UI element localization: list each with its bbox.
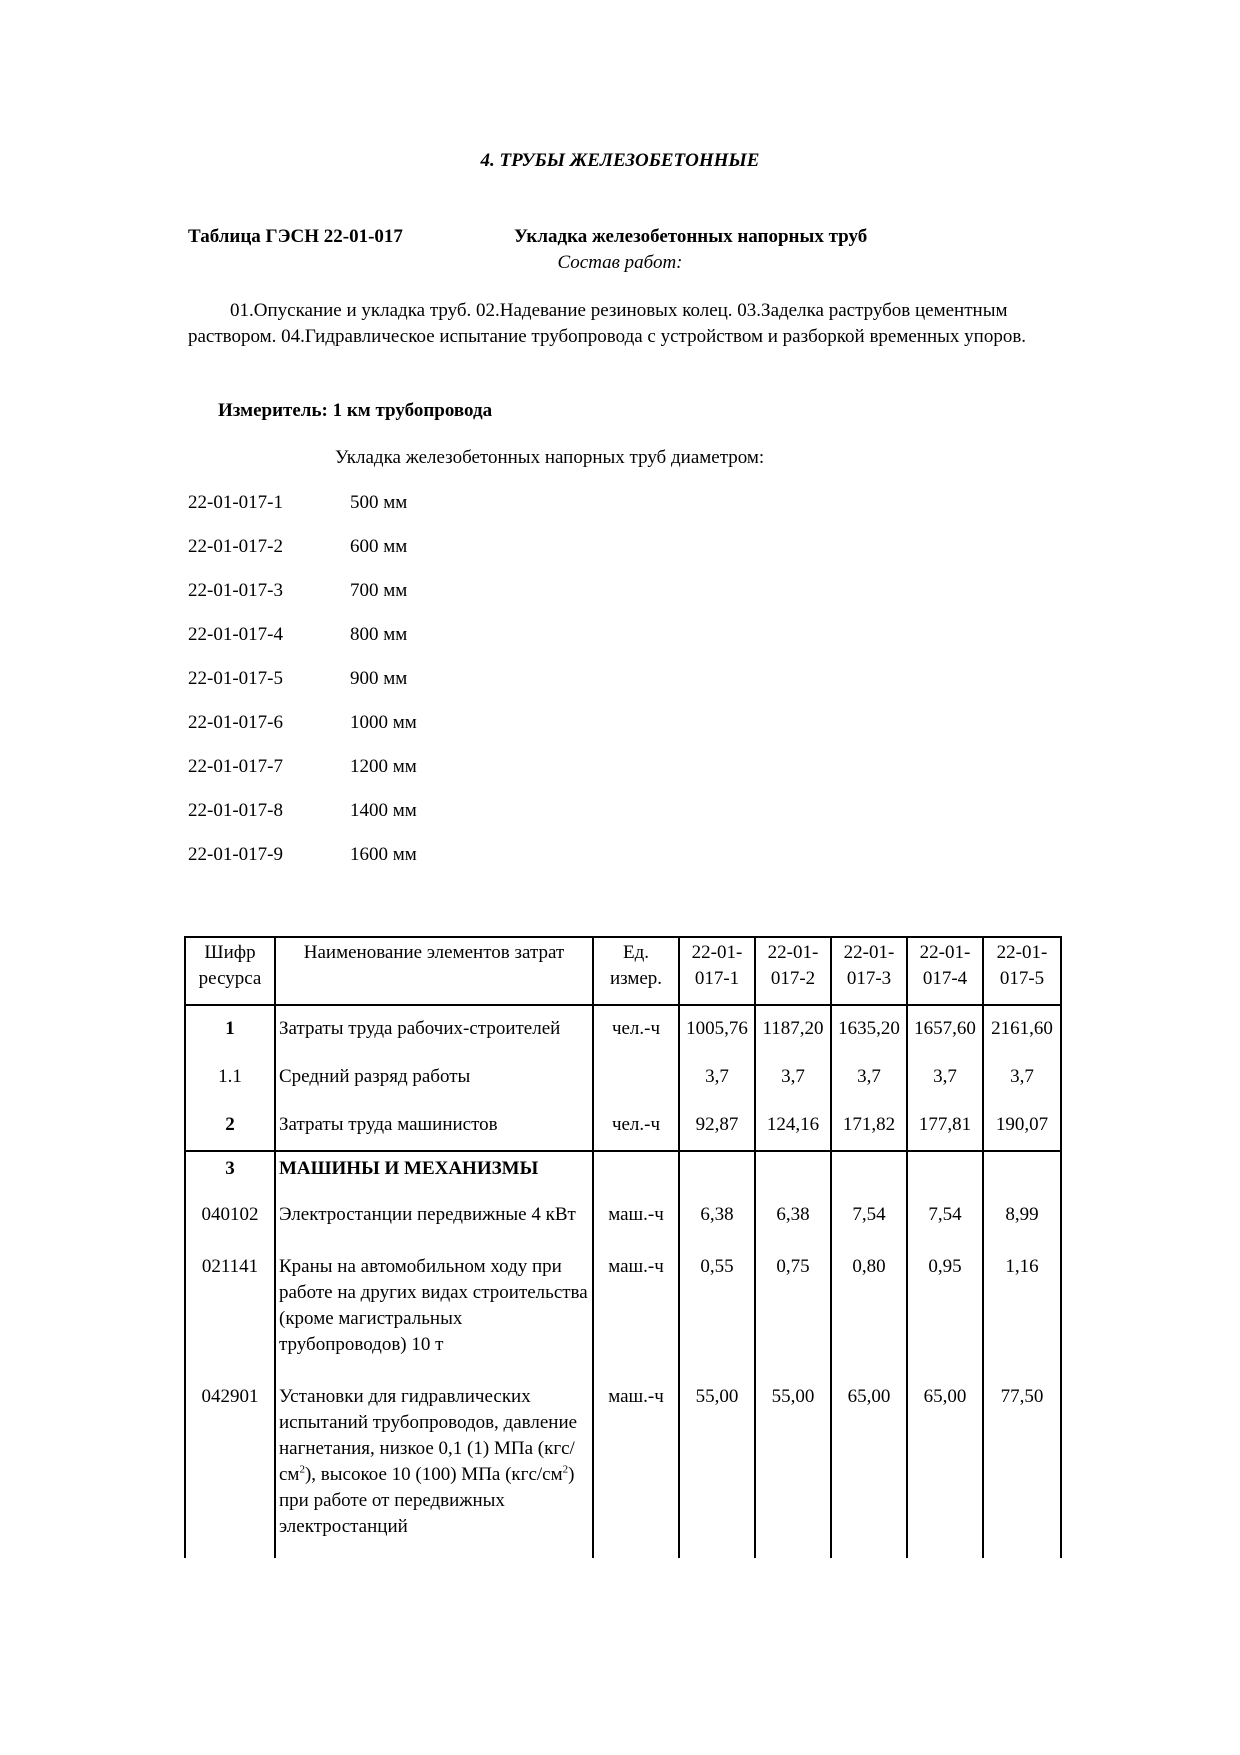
- row-value: [907, 1151, 983, 1194]
- code-number: 22-01-017-1: [188, 492, 283, 513]
- row-name: Электростанции передвижные 4 кВт: [275, 1194, 593, 1246]
- row-code: 3: [185, 1151, 275, 1194]
- code-diameter: 500 мм: [350, 492, 408, 513]
- code-diameter: 1000 мм: [350, 712, 417, 733]
- row-value: 7,54: [907, 1194, 983, 1246]
- row-code: 1: [185, 1005, 275, 1054]
- code-list-item: [188, 844, 417, 888]
- row-value: 3,7: [831, 1054, 907, 1102]
- row-value: 0,55: [679, 1246, 755, 1376]
- row-unit: чел.-ч: [593, 1102, 679, 1151]
- code-diameter: 900 мм: [350, 668, 408, 689]
- row-value: 190,07: [983, 1102, 1061, 1151]
- row-unit: чел.-ч: [593, 1005, 679, 1054]
- row-value: 3,7: [755, 1054, 831, 1102]
- row-name: Краны на автомобильном ходу при работе на других видах строительства (кроме магистральных трубопроводов) 10 т: [275, 1246, 593, 1376]
- row-unit: маш.-ч: [593, 1246, 679, 1376]
- row-value: [679, 1151, 755, 1194]
- row-value: 3,7: [907, 1054, 983, 1102]
- column-header: 22-01-017-3: [831, 937, 907, 1005]
- row-value: 6,38: [679, 1194, 755, 1246]
- section-title: 4. ТРУБЫ ЖЕЛЕЗОБЕТОННЫЕ: [480, 150, 760, 171]
- row-name: Затраты труда машинистов: [275, 1102, 593, 1151]
- row-value: 3,7: [679, 1054, 755, 1102]
- code-list-item: [188, 492, 417, 536]
- table-row: [185, 1246, 1061, 1376]
- row-value: 1005,76: [679, 1005, 755, 1054]
- row-code: 1.1: [185, 1054, 275, 1102]
- row-value: 0,80: [831, 1246, 907, 1376]
- code-list-item: [188, 536, 417, 580]
- row-value: [755, 1151, 831, 1194]
- row-value: 1635,20: [831, 1005, 907, 1054]
- row-value: 1,16: [983, 1246, 1061, 1376]
- table-group-row: [185, 1151, 1061, 1194]
- row-value: 55,00: [755, 1376, 831, 1558]
- row-value: 6,38: [755, 1194, 831, 1246]
- code-number: 22-01-017-9: [188, 844, 283, 865]
- row-name: Затраты труда рабочих-строителей: [275, 1005, 593, 1054]
- code-diameter: 1400 мм: [350, 800, 417, 821]
- row-code: 042901: [185, 1376, 275, 1558]
- row-code: 040102: [185, 1194, 275, 1246]
- superscript: 2: [299, 1463, 305, 1476]
- row-name-part: ), высокое 10 (100) МПа (кгс/см: [304, 1464, 563, 1485]
- work-description: [188, 298, 1048, 350]
- work-composition-heading: Состав работ:: [557, 252, 683, 273]
- code-list-item: [188, 580, 417, 624]
- code-list-item: [188, 668, 417, 712]
- code-diameter: 700 мм: [350, 580, 408, 601]
- row-unit: маш.-ч: [593, 1194, 679, 1246]
- table-row: [185, 1376, 1061, 1558]
- row-value: 77,50: [983, 1376, 1061, 1558]
- row-unit: [593, 1054, 679, 1102]
- code-diameter: 1600 мм: [350, 844, 417, 865]
- row-value: [983, 1151, 1061, 1194]
- table-id: Таблица ГЭСН 22-01-017: [188, 226, 403, 247]
- superscript: 2: [562, 1463, 569, 1476]
- row-name-part: Установки для гидравлических испытаний трубопроводов, давление нагнетания, низкое 0,1 (1) МПа (кгс/см: [279, 1386, 578, 1485]
- code-number: 22-01-017-7: [188, 756, 283, 777]
- table-header-row: [185, 937, 1061, 1005]
- code-diameter: 1200 мм: [350, 756, 417, 777]
- table-name: Укладка железобетонных напорных труб: [514, 226, 868, 247]
- code-number: 22-01-017-2: [188, 536, 283, 557]
- column-header: Ед. измер.: [593, 937, 679, 1005]
- row-value: 1187,20: [755, 1005, 831, 1054]
- column-header: 22-01-017-5: [983, 937, 1061, 1005]
- row-name-part: ) при работе от передвижных электростанций: [279, 1464, 575, 1537]
- code-list-item: [188, 712, 417, 756]
- column-header: Наименование элементов затрат: [275, 937, 593, 1005]
- code-list: [188, 492, 417, 888]
- code-diameter: 800 мм: [350, 624, 408, 645]
- column-header: 22-01-017-2: [755, 937, 831, 1005]
- row-value: 171,82: [831, 1102, 907, 1151]
- row-unit: [593, 1151, 679, 1194]
- resource-table: [184, 936, 1062, 1558]
- row-name: МАШИНЫ И МЕХАНИЗМЫ: [275, 1151, 593, 1194]
- code-number: 22-01-017-6: [188, 712, 283, 733]
- row-value: 177,81: [907, 1102, 983, 1151]
- code-list-item: [188, 800, 417, 844]
- row-value: 3,7: [983, 1054, 1061, 1102]
- column-header: 22-01-017-4: [907, 937, 983, 1005]
- row-value: 92,87: [679, 1102, 755, 1151]
- code-diameter: 600 мм: [350, 536, 408, 557]
- table-row: [185, 1194, 1061, 1246]
- column-header: 22-01-017-1: [679, 937, 755, 1005]
- column-header: Шифр ресурса: [185, 937, 275, 1005]
- row-code: 2: [185, 1102, 275, 1151]
- row-value: 8,99: [983, 1194, 1061, 1246]
- row-value: 1657,60: [907, 1005, 983, 1054]
- code-number: 22-01-017-4: [188, 624, 283, 645]
- row-value: 2161,60: [983, 1005, 1061, 1054]
- row-name: [275, 1376, 593, 1558]
- code-list-item: [188, 756, 417, 800]
- row-value: 0,95: [907, 1246, 983, 1376]
- code-number: 22-01-017-3: [188, 580, 283, 601]
- row-unit: маш.-ч: [593, 1376, 679, 1558]
- code-number: 22-01-017-8: [188, 800, 283, 821]
- intro-text: Укладка железобетонных напорных труб диаметром:: [335, 447, 765, 468]
- code-number: 22-01-017-5: [188, 668, 283, 689]
- row-value: 65,00: [831, 1376, 907, 1558]
- table-row: [185, 1102, 1061, 1151]
- table-row: [185, 1054, 1061, 1102]
- row-code: 021141: [185, 1246, 275, 1376]
- row-value: 7,54: [831, 1194, 907, 1246]
- row-value: [831, 1151, 907, 1194]
- row-value: 124,16: [755, 1102, 831, 1151]
- row-value: 55,00: [679, 1376, 755, 1558]
- work-description-text: 01.Опускание и укладка труб. 02.Надевание резиновых колец. 03.Заделка раструбов цементным раствором. 04.Гидравлическое испытание трубопровода с устройством и разборкой временных упоров.: [188, 300, 1027, 347]
- row-value: 65,00: [907, 1376, 983, 1558]
- code-list-item: [188, 624, 417, 668]
- row-value: 0,75: [755, 1246, 831, 1376]
- row-name: Средний разряд работы: [275, 1054, 593, 1102]
- table-row: [185, 1005, 1061, 1054]
- meter: Измеритель: 1 км трубопровода: [218, 400, 493, 421]
